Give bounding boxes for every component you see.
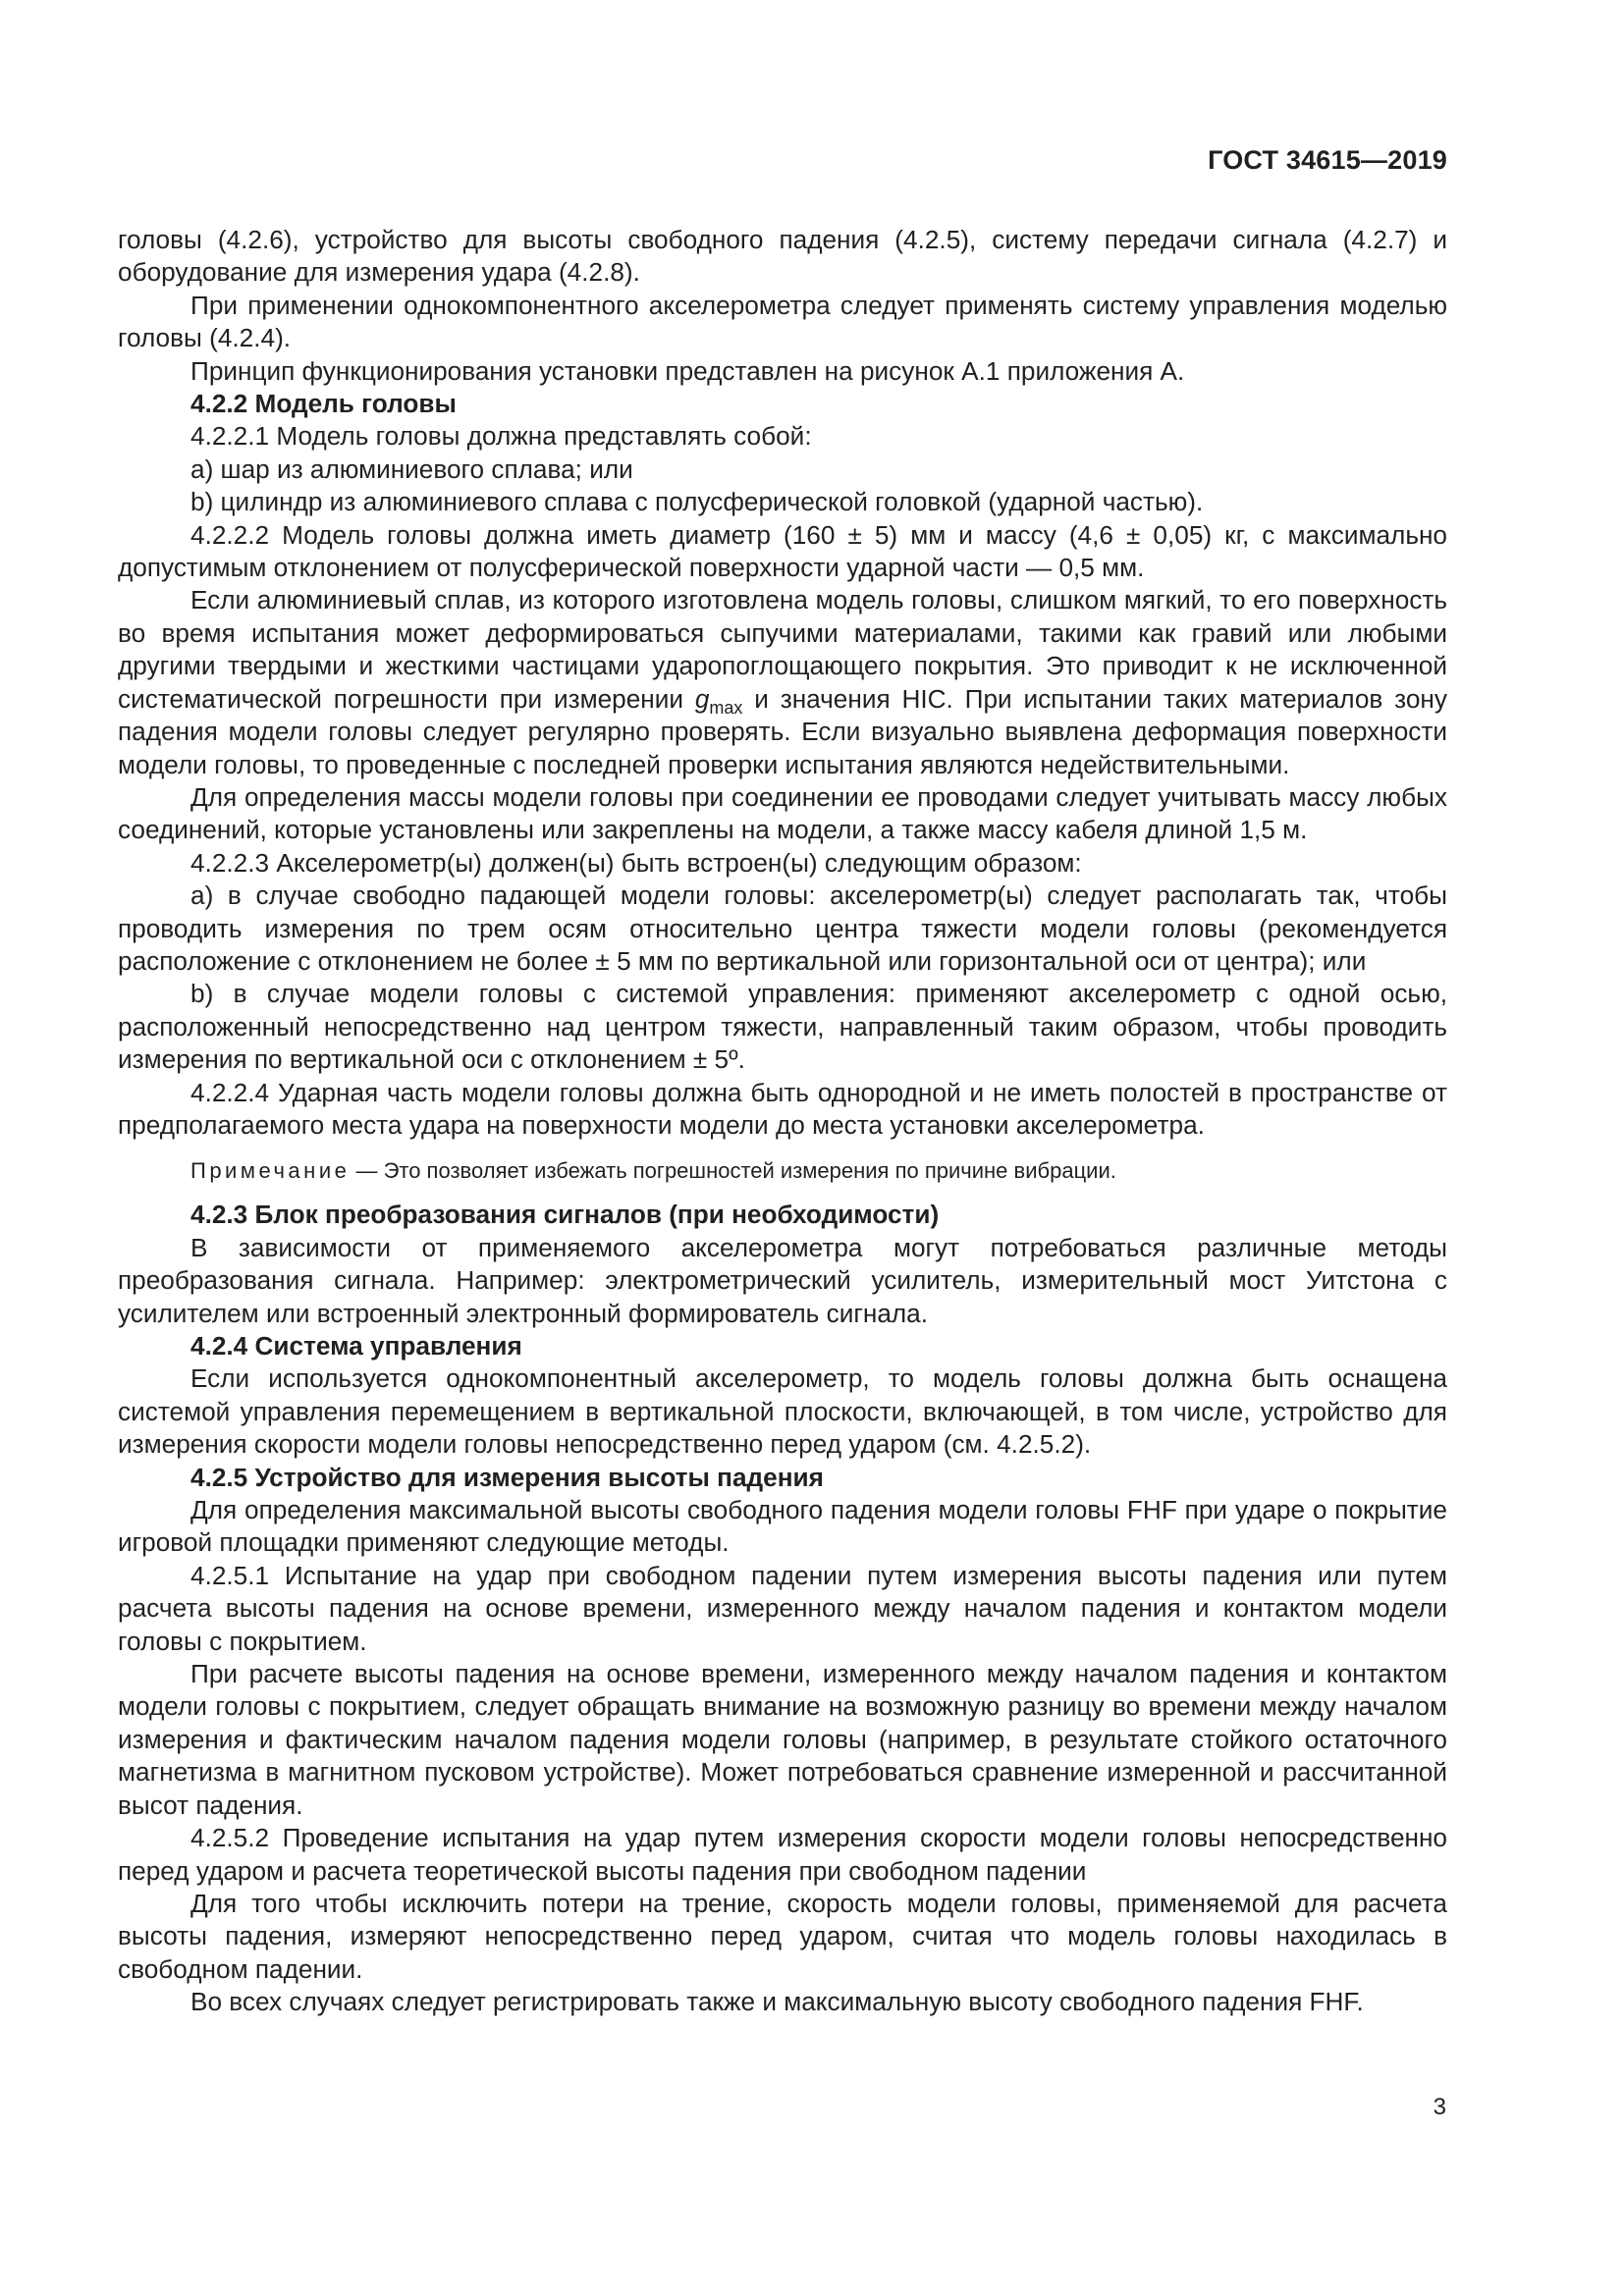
- note-text: — Это позволяет избежать погрешностей измерения по причине вибрации.: [350, 1158, 1116, 1184]
- clause-4-2-2-3: 4.2.2.3 Акселерометр(ы) должен(ы) быть встроен(ы) следующим образом:: [190, 847, 1082, 878]
- list-item-b: b) в случае модели головы с системой управления: применяют акселерометр с одной осью, расположенный непосредственно над центром тяжести, направленный таким образом, чтобы проводить измерения по вертикальной оси с отклонением ± 5º.: [118, 979, 1447, 1075]
- paragraph: Принцип функционирования установки представлен на рисунок А.1 приложения А.: [190, 355, 1185, 386]
- clause-4-2-2-4: 4.2.2.4 Ударная часть модели головы должна быть однородной и не иметь полостей в пространстве от предполагаемого места удара на поверхности модели до места установки акселерометра.: [118, 1077, 1447, 1140]
- paragraph: Для определения максимальной высоты свободного падения модели головы FHF при ударе о покрытие игровой площадки применяют следующие методы.: [118, 1495, 1447, 1558]
- paragraph-alloy: Если алюминиевый сплав, из которого изготовлена модель головы, слишком мягкий, то его поверхность во время испытания может деформироваться сыпучими материалами, такими как гравий или любыми другими твердыми и жесткими частицами ударопоглощающего покрытия. Это приводит к не исключенной систематической погрешности при измерении $g_{max}$ и значения HIC. При испытании таких материалов зону падения модели головы следует регулярно проверять. Если визуально выявлена деформация поверхности модели головы, то проведенные с последней проверки испытания являются недействительными.: [118, 585, 1447, 779]
- paragraph: Если используется однокомпонентный акселерометр, то модель головы должна быть оснащена системой управления перемещением в вертикальной плоскости, включающей, в том числе, устройство для измерения скорости модели головы непосредственно перед ударом (см. 4.2.5.2).: [118, 1363, 1447, 1460]
- paragraph-continuation: головы (4.2.6), устройство для высоты свободного падения (4.2.5), систему передачи сигнала (4.2.7) и оборудование для измерения удара (4.2.8).: [118, 225, 1447, 288]
- clause-4-2-5-1: 4.2.5.1 Испытание на удар при свободном падении путем измерения высоты падения или путем расчета высоты падения на основе времени, измеренного между началом падения и контактом модели головы с покрытием.: [118, 1560, 1447, 1656]
- g-max-symbol: g: [694, 683, 710, 714]
- section-heading-4-2-2: 4.2.2 Модель головы: [190, 389, 457, 419]
- clause-4-2-2-1: 4.2.2.1 Модель головы должна представлять собой:: [190, 421, 812, 452]
- note: [118, 1157, 1447, 1185]
- document-standard-id: ГОСТ 34615—2019: [1208, 145, 1447, 175]
- list-item-a: a) шар из алюминиевого сплава; или: [190, 454, 633, 484]
- note-label: Примечание: [190, 1158, 351, 1184]
- paragraph: При применении однокомпонентного акселерометра следует применять систему управления моделью головы (4.2.4).: [118, 290, 1447, 353]
- list-item-b: b) цилиндр из алюминиевого сплава с полусферической головкой (ударной частью).: [190, 487, 1204, 517]
- list-item-a: a) в случае свободно падающей модели головы: акселерометр(ы) следует располагать так, чтобы проводить измерения по трем осям относительно центра тяжести модели головы (рекомендуется расположение с отклонением не более ± 5 мм по вертикальной или горизонтальной оси от центра); или: [118, 881, 1447, 976]
- page-number: 3: [1433, 2094, 1446, 2120]
- paragraph: Для того чтобы исключить потери на трение, скорость модели головы, применяемой для расчета высоты падения, измеряют непосредственно перед ударом, считая что модель головы находилась в свободном падении.: [118, 1888, 1447, 1984]
- paragraph: При расчете высоты падения на основе времени, измеренного между началом падения и контактом модели головы с покрытием, следует обращать внимание на возможную разницу во времени между началом измерения и фактическим началом падения модели головы (например, в результате стойкого остаточного магнетизма в магнитном пусковом устройстве). Может потребоваться сравнение измеренной и рассчитанной высот падения.: [118, 1659, 1447, 1820]
- paragraph: Во всех случаях следует регистрировать также и максимальную высоту свободного падения FHF.: [190, 1987, 1364, 2017]
- document-body: [118, 224, 1447, 2019]
- g-max-subscript: max: [709, 697, 743, 718]
- section-heading-4-2-5: 4.2.5 Устройство для измерения высоты падения: [190, 1462, 824, 1492]
- paragraph: В зависимости от применяемого акселерометра могут потребоваться различные методы преобразования сигнала. Например: электрометрический усилитель, измерительный мост Уитстона с усилителем или встроенный электронный формирователь сигнала.: [118, 1232, 1447, 1328]
- paragraph: Для определения массы модели головы при соединении ее проводами следует учитывать массу любых соединений, которые установлены или закреплены на модели, а также массу кабеля длиной 1,5 м.: [118, 781, 1447, 845]
- clause-4-2-2-2: 4.2.2.2 Модель головы должна иметь диаметр (160 ± 5) мм и массу (4,6 ± 0,05) кг, с максимально допустимым отклонением от полусферической поверхности ударной части — 0,5 мм.: [118, 519, 1447, 583]
- section-heading-4-2-4: 4.2.4 Система управления: [190, 1331, 522, 1361]
- clause-4-2-5-2: 4.2.5.2 Проведение испытания на удар путем измерения скорости модели головы непосредственно перед ударом и расчета теоретической высоты падения при свободном падении: [118, 1823, 1447, 1886]
- section-heading-4-2-3: 4.2.3 Блок преобразования сигналов (при необходимости): [190, 1200, 940, 1230]
